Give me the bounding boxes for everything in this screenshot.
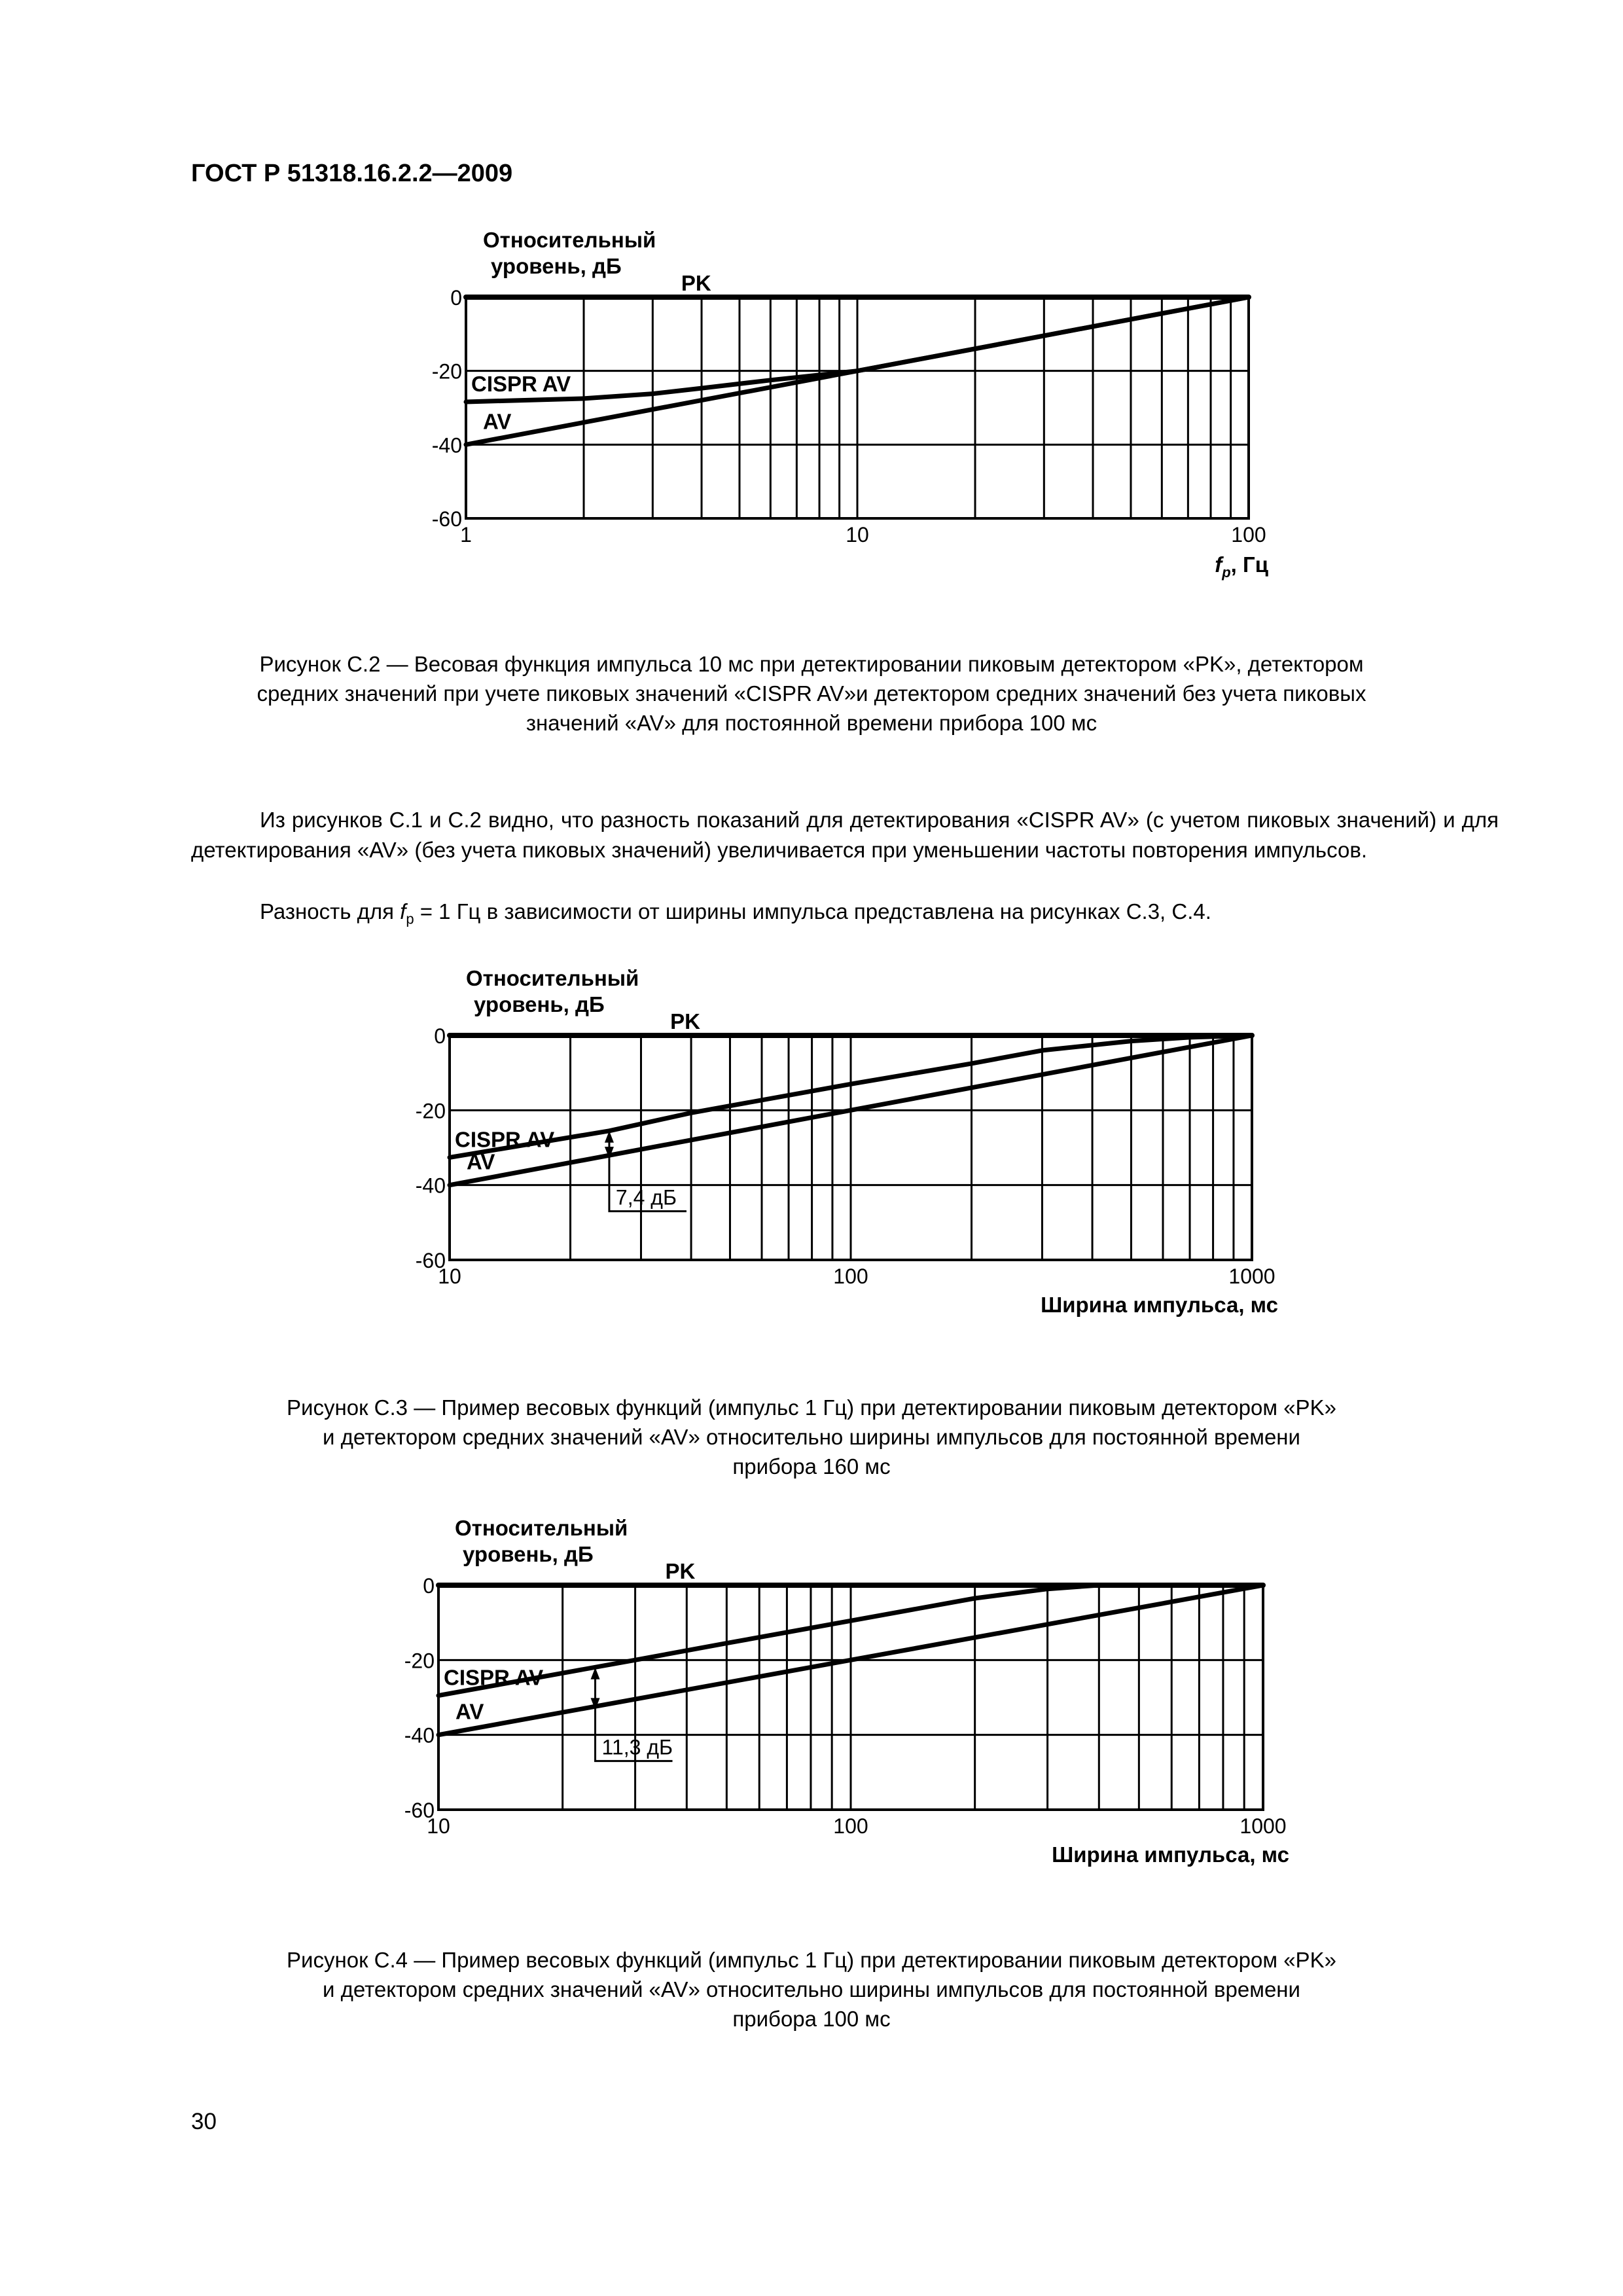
series-label-cispr-av: CISPR AV <box>471 371 571 396</box>
series-label-pk: PK <box>670 1009 700 1033</box>
chart-figure-c4 <box>0 1512 1623 1918</box>
document-header: ГОСТ Р 51318.16.2.2—2009 <box>191 160 513 187</box>
x-tick-label: 1 <box>460 523 472 547</box>
x-tick-label: 1000 <box>1240 1814 1287 1838</box>
y-tick-label: -20 <box>415 1099 446 1123</box>
para2-sub: p <box>406 910 414 927</box>
series-label-pk: PK <box>681 271 711 295</box>
chart-figure-c3 <box>0 962 1623 1368</box>
caption-line: Рисунок С.3 — Пример весовых функций (импульс 1 Гц) при детектировании пиковым детектором «PK» <box>287 1395 1336 1420</box>
difference-annotation-label: 11,3 дБ <box>601 1735 673 1759</box>
x-axis-label: Ширина импульса, мс <box>1052 1842 1289 1867</box>
x-axis-label: $f_p$, Гц <box>1215 552 1268 581</box>
y-tick-label: -40 <box>415 1174 446 1198</box>
x-tick-label: 100 <box>1231 523 1266 547</box>
x-tick-label: 10 <box>846 523 869 547</box>
page-number: 30 <box>191 2109 217 2134</box>
x-tick-label: 10 <box>438 1265 461 1288</box>
y-tick-label: -40 <box>404 1723 435 1748</box>
caption-line: Рисунок С.2 — Весовая функция импульса 10 мс при детектировании пиковым детектором «PK», детектором <box>259 652 1364 676</box>
series-label-av: AV <box>467 1149 495 1174</box>
caption-line: значений «AV» для постоянной времени прибора 100 мс <box>526 711 1097 735</box>
y-tick-label: -60 <box>404 1799 435 1822</box>
series-label-av: AV <box>455 1699 484 1724</box>
caption-line: и детектором средних значений «AV» относительно ширины импульсов для постоянной времени <box>323 1425 1300 1449</box>
difference-annotation-label: 7,4 дБ <box>615 1185 677 1210</box>
x-tick-label: 1000 <box>1228 1265 1275 1288</box>
figure-caption-c3 <box>157 1393 1466 1481</box>
y-axis-label: Относительный <box>455 1516 628 1540</box>
y-tick-label: 0 <box>450 286 462 310</box>
y-tick-label: -60 <box>431 507 462 531</box>
caption-line: Рисунок С.4 — Пример весовых функций (импульс 1 Гц) при детектировании пиковым детектором «PK» <box>287 1948 1336 1972</box>
series-label-cispr-av: CISPR AV <box>455 1127 555 1152</box>
figure-caption-c4 <box>157 1945 1466 2034</box>
body-paragraph-2 <box>191 897 1499 935</box>
grid <box>450 1035 1252 1260</box>
y-tick-label: -40 <box>431 433 462 457</box>
y-axis-label: Относительный <box>483 228 656 252</box>
y-tick-label: -20 <box>431 359 462 384</box>
series-label-pk: PK <box>665 1559 696 1583</box>
series-label-cispr-av: CISPR AV <box>444 1665 544 1690</box>
para2-before: Разность для <box>260 899 401 924</box>
body-paragraph-1: Из рисунков С.1 и С.2 видно, что разность показаний для детектирования «CISPR AV» (с учетом пиковых значений) и для детектирования «AV» (без учета пиковых значений) увеличивается при уменьшении частоты повторения импульсов. <box>191 808 1499 862</box>
y-tick-label: 0 <box>434 1024 446 1048</box>
grid <box>466 297 1249 518</box>
y-tick-label: -60 <box>415 1249 446 1272</box>
figure-caption-c2 <box>157 649 1466 738</box>
y-tick-label: 0 <box>423 1574 435 1598</box>
x-axis-label: Ширина импульса, мс <box>1041 1293 1278 1317</box>
para2-f: f <box>400 899 406 924</box>
chart-figure-c2 <box>0 223 1623 628</box>
y-tick-label: -20 <box>404 1649 435 1673</box>
x-tick-label: 100 <box>833 1814 868 1838</box>
y-axis-label: Относительный <box>466 966 639 990</box>
caption-line: и детектором средних значений «AV» относительно ширины импульсов для постоянной времени <box>323 1977 1300 2001</box>
caption-line: прибора 160 мс <box>732 1454 891 1479</box>
x-tick-label: 10 <box>427 1814 450 1838</box>
x-tick-label: 100 <box>833 1265 868 1288</box>
y-axis-label: уровень, дБ <box>491 254 622 278</box>
y-axis-label: уровень, дБ <box>474 992 605 1016</box>
caption-line: средних значений при учете пиковых значений «CISPR AV»и детектором средних значений без учета пиковых <box>257 681 1366 706</box>
para2-after: = 1 Гц в зависимости от ширины импульса представлена на рисунках С.3, С.4. <box>414 899 1211 924</box>
series-label-av: AV <box>483 409 512 434</box>
caption-line: прибора 100 мс <box>732 2007 891 2031</box>
y-axis-label: уровень, дБ <box>463 1542 594 1566</box>
